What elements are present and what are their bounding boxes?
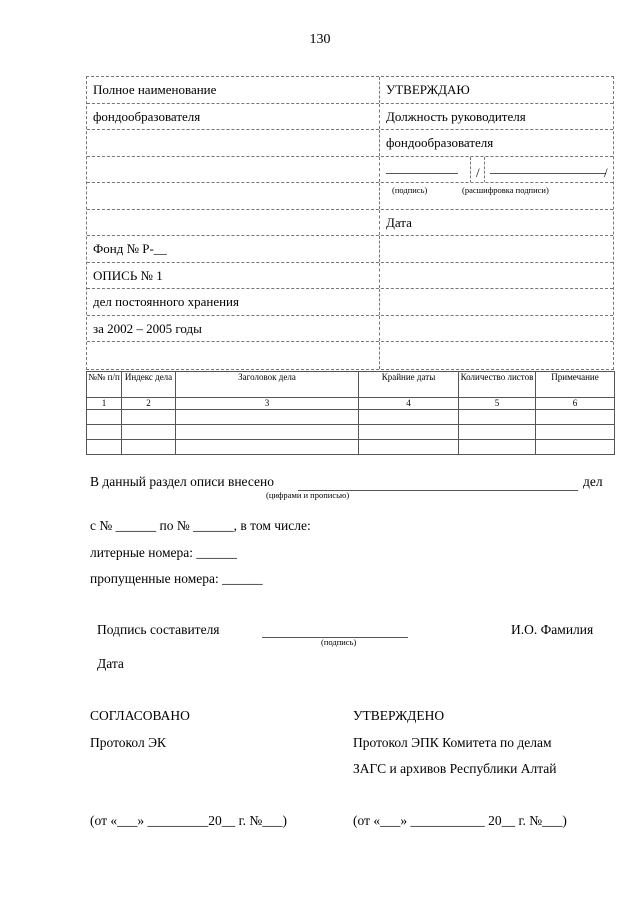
- column-header: Индекс дела: [122, 372, 176, 398]
- compiler-name: И.О. Фамилия: [511, 622, 594, 637]
- column-number: 5: [459, 398, 536, 410]
- compiler-label: Подпись составителя: [97, 622, 220, 637]
- header-row: [87, 289, 613, 316]
- table-header-row: [87, 372, 615, 398]
- signature-caption: (подпись): [392, 185, 428, 195]
- inventory-number: ОПИСЬ № 1: [87, 263, 380, 289]
- header-row: [87, 130, 613, 157]
- range-line: с № ______ по № ______, в том числе:: [90, 518, 311, 533]
- header-left-cell: [87, 210, 380, 236]
- column-header: Заголовок дела: [176, 372, 359, 398]
- header-block: [86, 76, 614, 370]
- approve-date: Дата: [386, 214, 412, 230]
- header-row: [87, 183, 613, 210]
- storage-type: дел постоянного хранения: [87, 289, 380, 315]
- compiler-caption: (подпись): [321, 637, 357, 647]
- date-label: Дата: [97, 656, 124, 671]
- approved-protocol-1: Протокол ЭПК Комитета по делам: [353, 735, 552, 750]
- entered-unit: дел: [583, 474, 603, 489]
- signature-underline: [386, 173, 458, 174]
- column-number: 1: [87, 398, 122, 410]
- column-header: Количество листов: [459, 372, 536, 398]
- table-number-row: [87, 398, 615, 410]
- approve-label: УТВЕРЖДАЮ: [386, 82, 470, 97]
- header-left-cell: [87, 130, 380, 156]
- table-row: [87, 440, 615, 455]
- agreed-protocol: Протокол ЭК: [90, 735, 167, 750]
- slash: /: [476, 164, 480, 180]
- header-row: [87, 210, 613, 237]
- header-left-cell: [87, 157, 380, 183]
- header-row: [87, 316, 613, 343]
- header-row: [87, 77, 613, 104]
- column-number: 3: [176, 398, 359, 410]
- header-left-cell: Полное наименование: [87, 77, 380, 103]
- entered-label: В данный раздел описи внесено: [90, 474, 275, 489]
- signature-line: [380, 157, 613, 183]
- header-row: [87, 263, 613, 290]
- column-number: 6: [536, 398, 615, 410]
- table-row: [87, 410, 615, 425]
- column-number: 4: [359, 398, 459, 410]
- header-row: [87, 104, 613, 131]
- head-org: фондообразователя: [386, 135, 494, 150]
- head-position: Должность руководителя: [386, 108, 526, 124]
- header-left-cell: фондообразователя: [87, 104, 380, 130]
- header-row: [87, 236, 613, 263]
- header-row: [87, 342, 613, 369]
- approved-title: УТВЕРЖДЕНО: [353, 708, 445, 723]
- approved-protocol-2: ЗАГС и архивов Республики Алтай: [353, 761, 557, 776]
- agreed-date: (от «___» _________20__ г. №___): [90, 813, 287, 828]
- years-range: за 2002 – 2005 годы: [87, 316, 380, 342]
- slash: /: [604, 164, 608, 180]
- column-number: 2: [122, 398, 176, 410]
- header-left-cell: [87, 342, 380, 369]
- agreed-title: СОГЛАСОВАНО: [90, 708, 190, 723]
- missing-numbers: пропущенные номера: ______: [90, 571, 263, 586]
- signature-captions: [380, 183, 613, 209]
- letter-numbers: литерные номера: ______: [90, 545, 237, 560]
- inventory-table: [86, 371, 615, 455]
- column-header: №№ п/п: [87, 372, 122, 398]
- fund-number: Фонд № Р-__: [87, 236, 380, 262]
- decoding-underline: [490, 173, 606, 174]
- header-row: [87, 157, 613, 184]
- page-number: 130: [309, 32, 331, 47]
- header-left-cell: [87, 183, 380, 209]
- table-row: [87, 425, 615, 440]
- entered-caption: (цифрами и прописью): [266, 490, 350, 500]
- decoding-caption: (расшифровка подписи): [462, 185, 549, 195]
- column-header: Крайние даты: [359, 372, 459, 398]
- approved-date: (от «___» ___________ 20__ г. №___): [353, 813, 567, 828]
- column-header: Примечание: [536, 372, 615, 398]
